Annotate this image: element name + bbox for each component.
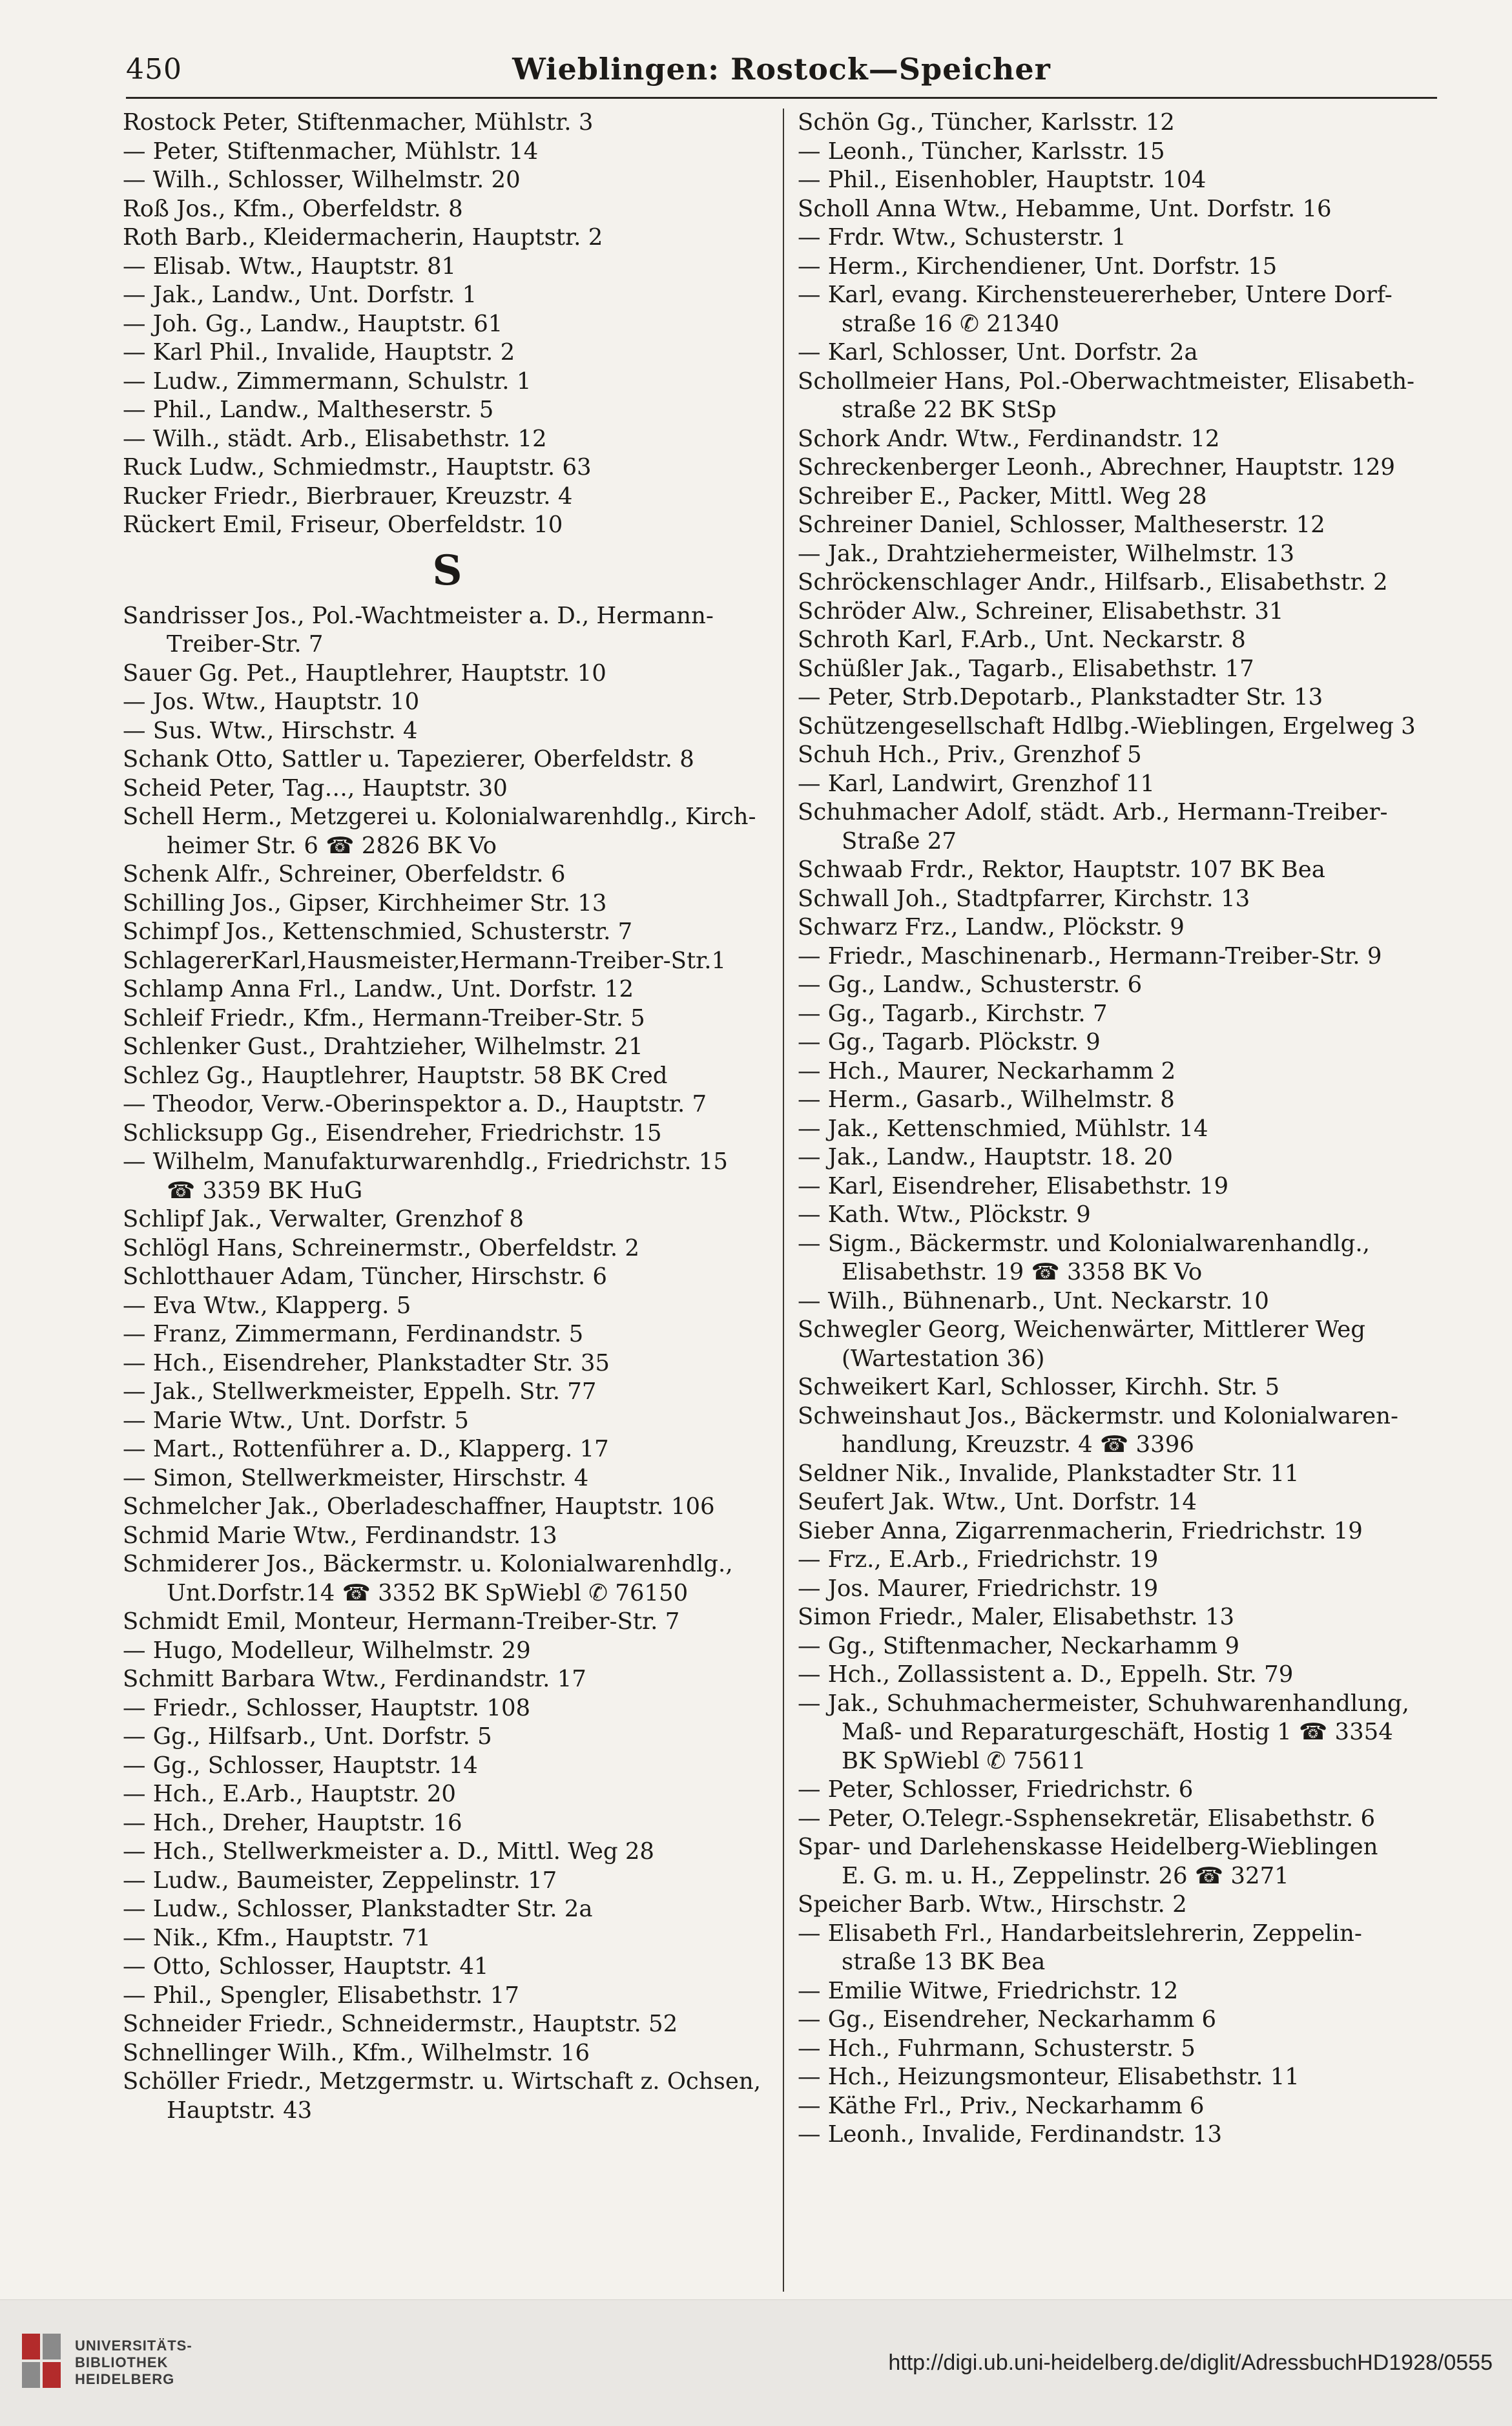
directory-entry: — Gg., Hilfsarb., Unt. Dorfstr. 5 [123, 1723, 492, 1750]
directory-entry: Schank Otto, Sattler u. Tapezierer, Oberfeldstr. 8 [123, 746, 694, 772]
page-number: 450 [126, 53, 182, 86]
logo-line: BIBLIOTHEK [75, 2354, 169, 2370]
directory-entry: — Leonh., Tüncher, Karlsstr. 15 [798, 138, 1165, 165]
directory-entry: — Sigm., Bäckermstr. und Kolonialwarenhandlg., [798, 1230, 1370, 1257]
directory-entry: Schöller Friedr., Metzgermstr. u. Wirtschaft z. Ochsen, [123, 2068, 761, 2095]
directory-entry: Schwaab Frdr., Rektor, Hauptstr. 107 BK Bea [798, 856, 1325, 883]
directory-entry: Schröckenschlager Andr., Hilfsarb., Elisabethstr. 2 [798, 569, 1388, 596]
directory-entry-continuation: Unt.Dorfstr.14 ☎ 3352 BK SpWiebl ✆ 76150 [167, 1579, 689, 1606]
directory-entry: Rückert Emil, Friseur, Oberfeldstr. 10 [123, 512, 563, 538]
directory-entry: Seufert Jak. Wtw., Unt. Dorfstr. 14 [798, 1489, 1197, 1515]
directory-entry: Schnellinger Wilh., Kfm., Wilhelmstr. 16 [123, 2039, 590, 2066]
directory-entry: Schröder Alw., Schreiner, Elisabethstr. 31 [798, 597, 1284, 625]
directory-entry: Schork Andr. Wtw., Ferdinandstr. 12 [798, 425, 1220, 452]
directory-entry: — Herm., Gasarb., Wilhelmstr. 8 [798, 1086, 1175, 1113]
directory-entry: — Hch., E.Arb., Hauptstr. 20 [123, 1781, 456, 1807]
directory-entry: — Gg., Eisendreher, Neckarhamm 6 [798, 2006, 1217, 2033]
directory-entry: Schollmeier Hans, Pol.-Oberwachtmeister, Elisabeth- [798, 368, 1415, 395]
directory-entry-continuation: ☎ 3359 BK HuG [167, 1177, 363, 1204]
directory-entry: Spar- und Darlehenskasse Heidelberg-Wieblingen [798, 1834, 1378, 1860]
directory-entry: Schuhmacher Adolf, städt. Arb., Hermann-Treiber- [798, 799, 1388, 825]
directory-entry: Schlipf Jak., Verwalter, Grenzhof 8 [123, 1206, 524, 1232]
library-logo-text [75, 2338, 192, 2388]
directory-entry: — Marie Wtw., Unt. Dorfstr. 5 [123, 1407, 469, 1434]
directory-entry: Speicher Barb. Wtw., Hirschstr. 2 [798, 1891, 1187, 1918]
directory-entry-continuation: Treiber-Str. 7 [167, 631, 324, 658]
directory-entry: — Joh. Gg., Landw., Hauptstr. 61 [123, 310, 503, 337]
directory-entry: — Jak., Schuhmachermeister, Schuhwarenhandlung, [798, 1690, 1409, 1717]
directory-entry: — Nik., Kfm., Hauptstr. 71 [123, 1924, 431, 1951]
directory-entry: — Käthe Frl., Priv., Neckarhamm 6 [798, 2092, 1205, 2119]
directory-entry: — Hugo, Modelleur, Wilhelmstr. 29 [123, 1637, 531, 1664]
directory-entry-continuation: heimer Str. 6 ☎ 2826 BK Vo [167, 832, 497, 859]
directory-entry: SchlagererKarl,Hausmeister,Hermann-Treiber-Str.1 [123, 947, 727, 974]
directory-entry: Schmelcher Jak., Oberladeschaffner, Hauptstr. 106 [123, 1493, 715, 1520]
directory-entry: — Emilie Witwe, Friedrichstr. 12 [798, 1977, 1179, 2004]
directory-entry: — Hch., Eisendreher, Plankstadter Str. 35 [123, 1349, 610, 1376]
directory-entry: — Gg., Schlosser, Hauptstr. 14 [123, 1752, 478, 1779]
university-library-logo-icon [19, 2331, 66, 2390]
directory-entry: Schlögl Hans, Schreinermstr., Oberfeldstr. 2 [123, 1234, 639, 1261]
directory-entry: — Theodor, Verw.-Oberinspektor a. D., Hauptstr. 7 [123, 1091, 707, 1117]
directory-entry-continuation: straße 16 ✆ 21340 [842, 310, 1060, 337]
directory-entry: Schilling Jos., Gipser, Kirchheimer Str. 13 [123, 889, 607, 917]
directory-entry: — Eva Wtw., Klapperg. 5 [123, 1292, 411, 1319]
directory-entry-continuation: Straße 27 [842, 827, 957, 855]
directory-entry: Simon Friedr., Maler, Elisabethstr. 13 [798, 1604, 1235, 1630]
directory-entry: — Sus. Wtw., Hirschstr. 4 [123, 717, 418, 744]
directory-entry: — Jak., Drahtziehermeister, Wilhelmstr. 13 [798, 540, 1295, 567]
directory-entry: — Mart., Rottenführer a. D., Klapperg. 17 [123, 1436, 609, 1462]
directory-entry-continuation: BK SpWiebl ✆ 75611 [842, 1747, 1086, 1774]
source-url-link[interactable]: http://digi.ub.uni-heidelberg.de/diglit/AdressbuchHD1928/0555 [888, 2350, 1493, 2375]
directory-entry: Schützengesellschaft Hdlbg.-Wieblingen, Ergelweg 3 [798, 712, 1416, 740]
directory-entry: Schreiner Daniel, Schlosser, Maltheserstr. 12 [798, 512, 1325, 538]
directory-entry: Schweinshaut Jos., Bäckermstr. und Kolonialwaren- [798, 1402, 1398, 1429]
right-column [798, 109, 1444, 2292]
directory-entry: Schwegler Georg, Weichenwärter, Mittlerer Weg [798, 1316, 1365, 1343]
directory-entry: Schlotthauer Adam, Tüncher, Hirschstr. 6 [123, 1263, 607, 1290]
directory-entry: Schlamp Anna Frl., Landw., Unt. Dorfstr. 12 [123, 976, 634, 1002]
directory-entry: — Friedr., Schlosser, Hauptstr. 108 [123, 1694, 531, 1721]
directory-entry: — Jak., Stellwerkmeister, Eppelh. Str. 77 [123, 1378, 597, 1405]
directory-entry: Schmid Marie Wtw., Ferdinandstr. 13 [123, 1522, 557, 1549]
directory-entry: — Jak., Kettenschmied, Mühlstr. 14 [798, 1115, 1208, 1142]
directory-entry: — Frdr. Wtw., Schusterstr. 1 [798, 224, 1126, 251]
directory-entry: Schlez Gg., Hauptlehrer, Hauptstr. 58 BK Cred [123, 1062, 668, 1089]
directory-columns [123, 109, 1444, 2292]
directory-entry: — Wilhelm, Manufakturwarenhdlg., Friedrichstr. 15 [123, 1148, 728, 1175]
directory-entry-continuation: Maß- und Reparaturgeschäft, Hostig 1 ☎ 3354 [842, 1719, 1393, 1745]
directory-entry: — Frz., E.Arb., Friedrichstr. 19 [798, 1546, 1159, 1573]
directory-entry: — Otto, Schlosser, Hauptstr. 41 [123, 1953, 489, 1980]
directory-entry: Sandrisser Jos., Pol.-Wachtmeister a. D., Hermann- [123, 602, 714, 629]
directory-entry: — Hch., Fuhrmann, Schusterstr. 5 [798, 2035, 1196, 2062]
directory-entry: Schmidt Emil, Monteur, Hermann-Treiber-Str. 7 [123, 1608, 680, 1635]
directory-entry: — Gg., Tagarb., Kirchstr. 7 [798, 1000, 1108, 1027]
logo-line: HEIDELBERG [75, 2371, 175, 2387]
directory-entry: — Jos. Wtw., Hauptstr. 10 [123, 689, 420, 715]
directory-entry: — Wilh., Schlosser, Wilhelmstr. 20 [123, 167, 521, 193]
directory-entry: Rucker Friedr., Bierbrauer, Kreuzstr. 4 [123, 482, 573, 510]
logo-line: UNIVERSITÄTS- [75, 2338, 192, 2354]
directory-entry: Roß Jos., Kfm., Oberfeldstr. 8 [123, 195, 463, 222]
directory-entry: — Karl, Landwirt, Grenzhof 11 [798, 770, 1155, 797]
directory-entry: — Elisab. Wtw., Hauptstr. 81 [123, 253, 457, 280]
directory-entry-continuation: straße 13 BK Bea [842, 1949, 1046, 1975]
header-rule [126, 97, 1437, 99]
running-head: Wieblingen: Rostock—Speicher [512, 52, 1051, 87]
directory-entry: — Ludw., Zimmermann, Schulstr. 1 [123, 368, 532, 395]
directory-entry: — Jak., Landw., Hauptstr. 18. 20 [798, 1144, 1173, 1170]
directory-entry: Schmiderer Jos., Bäckermstr. u. Kolonialwarenhdlg., [123, 1551, 733, 1577]
directory-entry: — Peter, O.Telegr.-Ssphensekretär, Elisabethstr. 6 [798, 1805, 1376, 1832]
directory-entry: — Herm., Kirchendiener, Unt. Dorfstr. 15 [798, 253, 1278, 280]
directory-entry: — Peter, Schlosser, Friedrichstr. 6 [798, 1776, 1194, 1803]
directory-entry-continuation: Elisabethstr. 19 ☎ 3358 BK Vo [842, 1259, 1203, 1285]
directory-entry: Schuh Hch., Priv., Grenzhof 5 [798, 741, 1142, 768]
directory-entry: Schroth Karl, F.Arb., Unt. Neckarstr. 8 [798, 627, 1246, 653]
directory-entry: — Hch., Heizungsmonteur, Elisabethstr. 11 [798, 2064, 1300, 2090]
directory-entry: Seldner Nik., Invalide, Plankstadter Str. 11 [798, 1460, 1300, 1487]
directory-entry: — Gg., Stiftenmacher, Neckarhamm 9 [798, 1632, 1239, 1659]
directory-entry-continuation: E. G. m. u. H., Zeppelinstr. 26 ☎ 3271 [842, 1862, 1289, 1889]
directory-entry: Schreiber E., Packer, Mittl. Weg 28 [798, 482, 1207, 510]
directory-entry: — Friedr., Maschinenarb., Hermann-Treiber-Str. 9 [798, 942, 1382, 969]
directory-entry: — Elisabeth Frl., Handarbeitslehrerin, Zeppelin- [798, 1920, 1362, 1947]
directory-entry: Schneider Friedr., Schneidermstr., Hauptstr. 52 [123, 2011, 678, 2037]
directory-entry: Scheid Peter, Tag…, Hauptstr. 30 [123, 774, 508, 802]
directory-entry: — Leonh., Invalide, Ferdinandstr. 13 [798, 2121, 1223, 2148]
directory-entry: Schlicksupp Gg., Eisendreher, Friedrichstr. 15 [123, 1119, 662, 1146]
directory-entry: Schreckenberger Leonh., Abrechner, Hauptstr. 129 [798, 454, 1395, 481]
directory-entry: — Gg., Tagarb. Plöckstr. 9 [798, 1029, 1101, 1055]
directory-entry: Schweikert Karl, Schlosser, Kirchh. Str. 5 [798, 1374, 1280, 1400]
directory-entry: — Hch., Maurer, Neckarhamm 2 [798, 1057, 1176, 1084]
directory-entry: — Karl, Schlosser, Unt. Dorfstr. 2a [798, 339, 1198, 366]
directory-entry: — Kath. Wtw., Plöckstr. 9 [798, 1201, 1091, 1228]
viewer-footer [0, 2299, 1512, 2426]
directory-entry: — Phil., Eisenhobler, Hauptstr. 104 [798, 167, 1206, 193]
directory-entry: — Hch., Zollassistent a. D., Eppelh. Str. 79 [798, 1661, 1294, 1688]
directory-entry: — Franz, Zimmermann, Ferdinandstr. 5 [123, 1321, 584, 1347]
directory-entry: Schell Herm., Metzgerei u. Kolonialwarenhdlg., Kirch- [123, 803, 756, 830]
directory-entry-continuation: straße 22 BK StSp [842, 397, 1057, 423]
directory-entry: — Karl Phil., Invalide, Hauptstr. 2 [123, 339, 515, 366]
directory-entry: Schön Gg., Tüncher, Karlsstr. 12 [798, 109, 1175, 136]
directory-entry: Schwall Joh., Stadtpfarrer, Kirchstr. 13 [798, 885, 1250, 912]
directory-entry: Schwarz Frz., Landw., Plöckstr. 9 [798, 914, 1185, 940]
column-divider [783, 109, 784, 2292]
directory-entry-continuation: (Wartestation 36) [842, 1345, 1045, 1372]
directory-entry: Schlenker Gust., Drahtzieher, Wilhelmstr. 21 [123, 1033, 643, 1060]
directory-entry: — Jak., Landw., Unt. Dorfstr. 1 [123, 282, 477, 308]
directory-entry: — Ludw., Baumeister, Zeppelinstr. 17 [123, 1867, 557, 1894]
directory-entry: — Phil., Landw., Maltheserstr. 5 [123, 397, 494, 423]
page-header [126, 45, 1437, 90]
directory-entry: — Jos. Maurer, Friedrichstr. 19 [798, 1575, 1159, 1602]
directory-entry: Schmitt Barbara Wtw., Ferdinandstr. 17 [123, 1666, 586, 1692]
section-letter: S [432, 546, 462, 595]
directory-entry: — Gg., Landw., Schusterstr. 6 [798, 971, 1143, 998]
directory-entry: Sieber Anna, Zigarrenmacherin, Friedrichstr. 19 [798, 1517, 1363, 1544]
directory-entry: Schimpf Jos., Kettenschmied, Schusterstr. 7 [123, 918, 633, 945]
directory-entry: Sauer Gg. Pet., Hauptlehrer, Hauptstr. 10 [123, 659, 606, 687]
directory-entry: — Ludw., Schlosser, Plankstadter Str. 2a [123, 1896, 593, 1922]
directory-entry-continuation: Hauptstr. 43 [167, 2097, 313, 2124]
directory-entry: — Karl, Eisendreher, Elisabethstr. 19 [798, 1172, 1229, 1199]
directory-entry: — Wilh., städt. Arb., Elisabethstr. 12 [123, 425, 547, 452]
directory-entry: Ruck Ludw., Schmiedmstr., Hauptstr. 63 [123, 454, 592, 481]
directory-entry-continuation: handlung, Kreuzstr. 4 ☎ 3396 [842, 1431, 1194, 1458]
directory-entry: — Simon, Stellwerkmeister, Hirschstr. 4 [123, 1464, 589, 1491]
directory-entry: Schüßler Jak., Tagarb., Elisabethstr. 17 [798, 655, 1254, 682]
directory-entry: — Hch., Dreher, Hauptstr. 16 [123, 1809, 462, 1836]
directory-entry: — Peter, Strb.Depotarb., Plankstadter Str. 13 [798, 684, 1323, 710]
directory-entry: — Peter, Stiftenmacher, Mühlstr. 14 [123, 138, 539, 165]
directory-entry: Roth Barb., Kleidermacherin, Hauptstr. 2 [123, 224, 603, 251]
directory-entry: — Karl, evang. Kirchensteuererheber, Untere Dorf- [798, 282, 1393, 308]
directory-entry: Rostock Peter, Stiftenmacher, Mühlstr. 3 [123, 109, 594, 136]
left-column [123, 109, 772, 2292]
directory-entry: Scholl Anna Wtw., Hebamme, Unt. Dorfstr. 16 [798, 195, 1332, 222]
directory-entry: — Wilh., Bühnenarb., Unt. Neckarstr. 10 [798, 1287, 1269, 1314]
directory-entry: Schenk Alfr., Schreiner, Oberfeldstr. 6 [123, 861, 566, 887]
directory-entry: Schleif Friedr., Kfm., Hermann-Treiber-Str. 5 [123, 1004, 645, 1032]
directory-entry: — Phil., Spengler, Elisabethstr. 17 [123, 1982, 519, 2009]
directory-entry: — Hch., Stellwerkmeister a. D., Mittl. Weg 28 [123, 1838, 655, 1865]
